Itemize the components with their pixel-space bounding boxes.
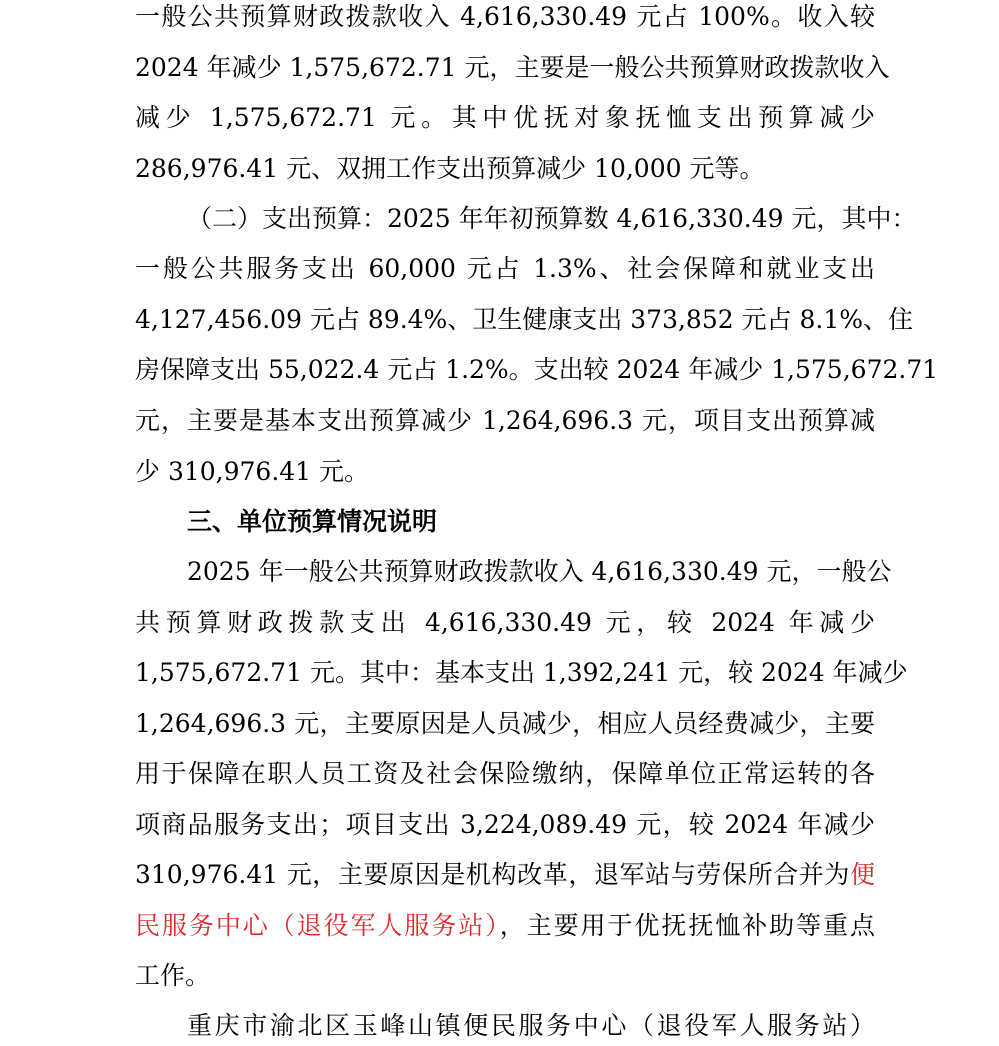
paragraph-line: 工作。 xyxy=(135,961,211,990)
line-text: 310,976.41 元，主要原因是机构改革，退军站与劳保所合并为 xyxy=(135,860,850,889)
line-text: ，主要用于优抚抚恤补助等重点 xyxy=(499,911,875,940)
paragraph-line: 一般公共预算财政拨款收入 4,616,330.49 元占 100%。收入较 xyxy=(135,2,875,31)
paragraph-line: 元，主要是基本支出预算减少 1,264,696.3 元，项目支出预算减 xyxy=(135,406,875,435)
signature-line: 重庆市渝北区玉峰山镇便民服务中心（退役军人服务站） xyxy=(187,1011,875,1040)
paragraph-line: 2024 年减少 1,575,672.71 元，主要是一般公共预算财政拨款收入 xyxy=(135,53,890,82)
paragraph-line: 少 310,976.41 元。 xyxy=(135,457,370,486)
highlighted-text: 便 xyxy=(849,860,875,889)
paragraph-line xyxy=(135,906,875,946)
paragraph-line: 1,575,672.71 元。其中：基本支出 1,392,241 元，较 2024 年减少 xyxy=(135,658,908,687)
paragraph-line: 共预算财政拨款支出 4,616,330.49 元，较 2024 年减少 xyxy=(135,608,875,637)
paragraph-line: 项商品服务支出；项目支出 3,224,089.49 元，较 2024 年减少 xyxy=(135,810,875,839)
highlighted-text: 民服务中心（退役军人服务站） xyxy=(135,911,500,940)
paragraph-line xyxy=(135,855,875,895)
paragraph-line: 减少 1,575,672.71 元。其中优抚对象抚恤支出预算减少 xyxy=(135,103,875,132)
paragraph-line: 一般公共服务支出 60,000 元占 1.3%、社会保障和就业支出 xyxy=(135,254,875,283)
section-heading: 三、单位预算情况说明 xyxy=(187,507,438,536)
paragraph-line: （二）支出预算：2025 年年初预算数 4,616,330.49 元，其中： xyxy=(187,204,917,233)
paragraph-line: 用于保障在职人员工资及社会保险缴纳，保障单位正常运转的各 xyxy=(135,759,875,788)
paragraph-line: 286,976.41 元、双拥工作支出预算减少 10,000 元等。 xyxy=(135,154,765,183)
paragraph-line: 房保障支出 55,022.4 元占 1.2%。支出较 2024 年减少 1,575,672.71 xyxy=(135,355,939,384)
paragraph-line: 1,264,696.3 元，主要原因是人员减少，相应人员经费减少，主要 xyxy=(135,709,875,738)
paragraph-line: 2025 年一般公共预算财政拨款收入 4,616,330.49 元，一般公 xyxy=(187,557,892,586)
paragraph-line: 4,127,456.09 元占 89.4%、卫生健康支出 373,852 元占 8.1%、住 xyxy=(135,305,914,334)
